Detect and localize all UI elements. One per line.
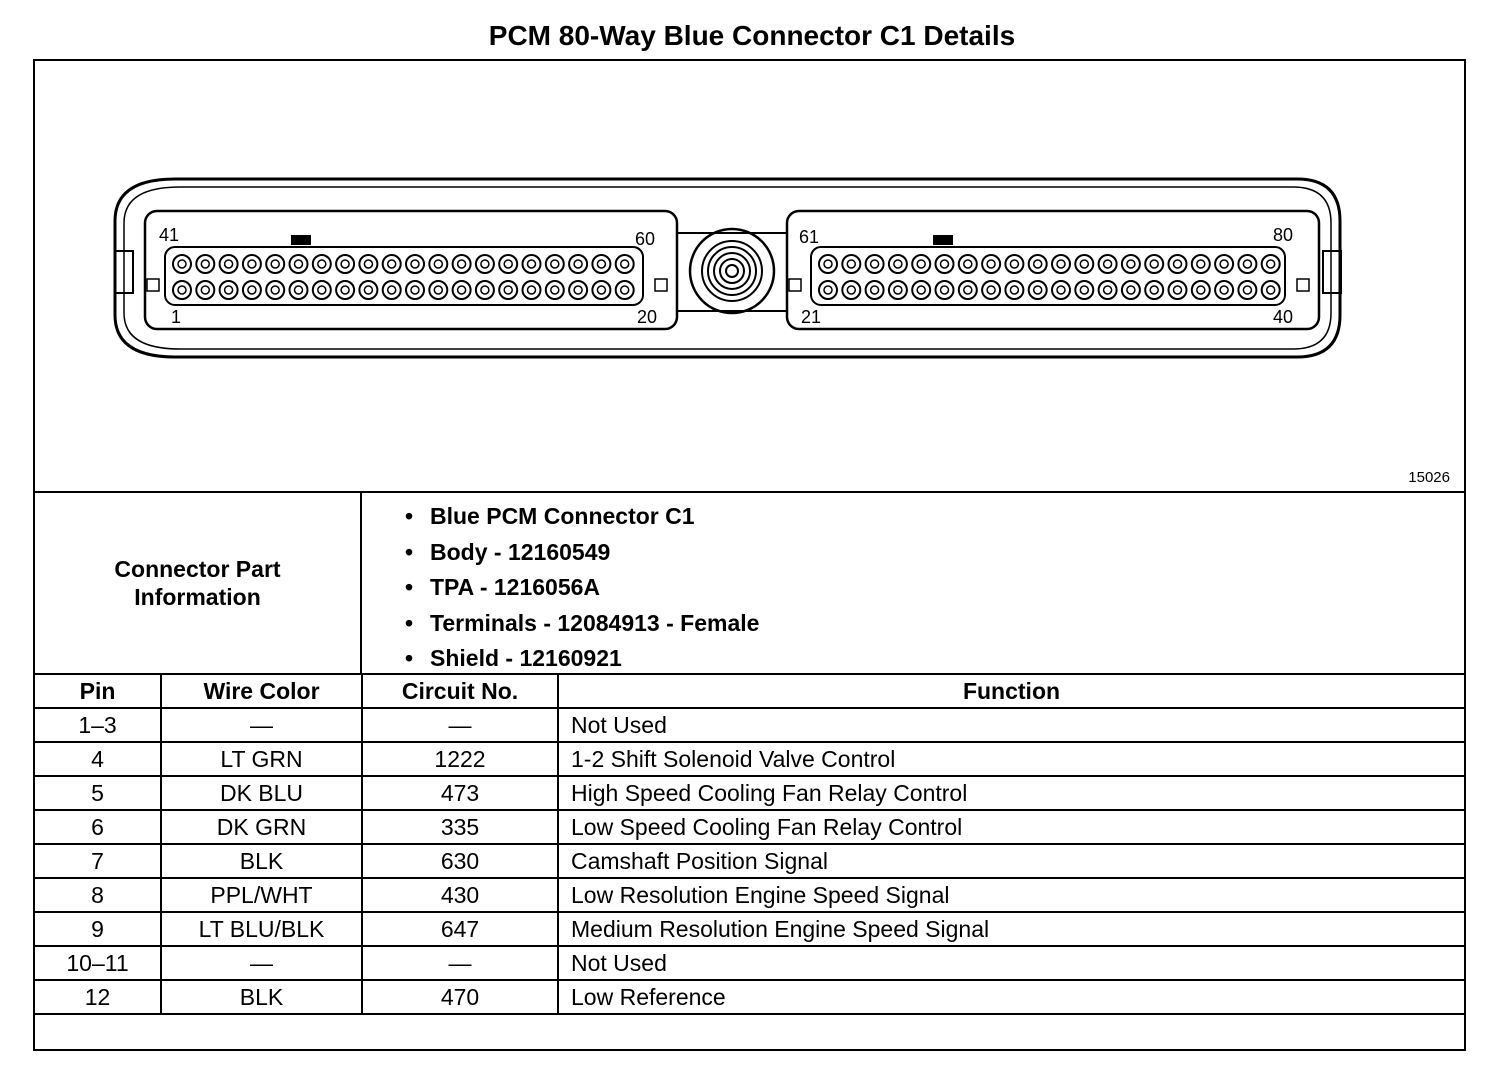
pin-hole-center	[987, 286, 995, 294]
pin-hole	[196, 255, 214, 273]
part-info-label: Connector Part Information	[35, 493, 362, 673]
circuit-no-cell: —	[362, 946, 558, 980]
pin-cell: 1–3	[34, 708, 161, 742]
pin-cell: 7	[34, 844, 161, 878]
pin-hole	[959, 255, 977, 273]
right-notch-2	[1297, 279, 1309, 291]
pin-hole-center	[917, 260, 925, 268]
pin-hole	[476, 255, 494, 273]
pin-hole-center	[1010, 260, 1018, 268]
pin-hole	[1005, 255, 1023, 273]
pin-cell: 4	[34, 742, 161, 776]
pin-hole-center	[528, 260, 536, 268]
pin-hole-center	[1034, 286, 1042, 294]
pin-hole-center	[1267, 286, 1275, 294]
connector-figure	[35, 61, 1464, 493]
function-cell: Low Reference	[558, 980, 1465, 1014]
pin-hole	[499, 281, 517, 299]
pin-label-80: 80	[1273, 225, 1294, 245]
table-row	[34, 980, 1465, 1014]
pin-hole-center	[458, 260, 466, 268]
pin-hole	[819, 255, 837, 273]
pin-hole	[1029, 281, 1047, 299]
pin-hole-center	[1197, 286, 1205, 294]
function-cell: High Speed Cooling Fan Relay Control	[558, 776, 1465, 810]
pin-hole	[866, 255, 884, 273]
pin-hole	[592, 255, 610, 273]
pin-cell: 5	[34, 776, 161, 810]
pin-hole	[523, 255, 541, 273]
pin-hole	[1215, 281, 1233, 299]
circuit-no-cell: —	[362, 708, 558, 742]
table-row	[34, 946, 1465, 980]
pin-hole	[243, 255, 261, 273]
pin-hole-center	[481, 260, 489, 268]
pin-hole	[1005, 281, 1023, 299]
pin-hole-center	[1127, 286, 1135, 294]
pin-label-1: 1	[171, 307, 182, 327]
pin-hole-center	[597, 286, 605, 294]
pin-hole	[476, 281, 494, 299]
pin-hole-center	[271, 260, 279, 268]
wire-color-cell: DK BLU	[161, 776, 362, 810]
pin-label-20: 20	[637, 307, 658, 327]
wire-color-cell: BLK	[161, 844, 362, 878]
pin-hole	[220, 255, 238, 273]
right-key-tab	[933, 235, 953, 245]
pin-hole-center	[1104, 286, 1112, 294]
pin-hole	[1099, 255, 1117, 273]
pin-hole	[1145, 281, 1163, 299]
part-info-item: • Shield - 12160921	[405, 641, 759, 677]
pin-hole-center	[434, 286, 442, 294]
pin-hole-center	[201, 260, 209, 268]
center-bolt-ring-1	[702, 241, 762, 301]
pin-hole	[453, 255, 471, 273]
pin-hole-center	[941, 260, 949, 268]
connector-diagram	[35, 61, 1464, 491]
left-notch	[147, 279, 159, 291]
pin-hole	[173, 281, 191, 299]
pin-hole-center	[1104, 260, 1112, 268]
pin-hole	[1099, 281, 1117, 299]
pin-hole	[196, 281, 214, 299]
pin-hole	[819, 281, 837, 299]
pin-label-21: 21	[801, 307, 822, 327]
connector-part-info	[35, 493, 1464, 675]
pin-hole-center	[894, 260, 902, 268]
part-info-item: • Blue PCM Connector C1	[405, 499, 759, 535]
pin-hole-center	[178, 286, 186, 294]
pin-hole-center	[1057, 286, 1065, 294]
pin-hole	[546, 255, 564, 273]
pin-hole	[1122, 281, 1140, 299]
pin-hole-center	[1057, 260, 1065, 268]
center-post	[677, 233, 787, 311]
pin-hole	[1029, 255, 1047, 273]
pin-hole-center	[388, 286, 396, 294]
pin-hole-center	[964, 286, 972, 294]
pin-hole-center	[551, 286, 559, 294]
pin-hole	[1075, 281, 1093, 299]
pin-hole-center	[1127, 260, 1135, 268]
pin-hole-center	[871, 260, 879, 268]
pin-hole	[1169, 255, 1187, 273]
pin-hole	[499, 255, 517, 273]
pin-hole	[1238, 281, 1256, 299]
pin-hole-center	[341, 260, 349, 268]
pin-hole-center	[295, 286, 303, 294]
pin-hole	[336, 255, 354, 273]
pin-hole	[546, 281, 564, 299]
left-pin-cavity	[145, 211, 677, 329]
pin-hole-center	[1034, 260, 1042, 268]
pin-hole	[1262, 281, 1280, 299]
pin-hole-center	[225, 260, 233, 268]
pin-hole	[313, 255, 331, 273]
table-row	[34, 810, 1465, 844]
pin-hole	[866, 281, 884, 299]
pin-hole-center	[621, 260, 629, 268]
pin-cell: 12	[34, 980, 161, 1014]
pin-hole-center	[621, 286, 629, 294]
function-cell: Low Speed Cooling Fan Relay Control	[558, 810, 1465, 844]
pin-hole	[1262, 255, 1280, 273]
pin-hole	[889, 281, 907, 299]
pin-hole-center	[987, 260, 995, 268]
circuit-no-cell: 470	[362, 980, 558, 1014]
wire-color-cell: PPL/WHT	[161, 878, 362, 912]
pin-hole-center	[504, 286, 512, 294]
pin-hole-center	[295, 260, 303, 268]
header-pin: Pin	[34, 674, 161, 708]
pin-hole-center	[248, 260, 256, 268]
pin-hole-center	[824, 260, 832, 268]
pin-hole-center	[941, 286, 949, 294]
pin-hole-center	[1197, 260, 1205, 268]
pin-hole	[313, 281, 331, 299]
pin-hole	[173, 255, 191, 273]
pin-hole	[429, 255, 447, 273]
pin-hole-center	[1080, 260, 1088, 268]
pin-hole	[336, 281, 354, 299]
pin-hole	[1075, 255, 1093, 273]
pin-hole	[959, 281, 977, 299]
pin-cell: 6	[34, 810, 161, 844]
pin-hole-center	[1010, 286, 1018, 294]
pin-hole	[1122, 255, 1140, 273]
function-cell: Camshaft Position Signal	[558, 844, 1465, 878]
pin-label-40: 40	[1273, 307, 1294, 327]
center-bolt-ring-5	[726, 265, 738, 277]
pin-hole	[1169, 281, 1187, 299]
pin-hole-center	[388, 260, 396, 268]
pin-hole-center	[824, 286, 832, 294]
pin-hole	[243, 281, 261, 299]
table-row	[34, 844, 1465, 878]
pin-hole	[616, 281, 634, 299]
pin-hole-center	[847, 260, 855, 268]
pin-hole-center	[1150, 286, 1158, 294]
part-info-list	[405, 499, 759, 677]
left-key-tab	[291, 235, 311, 245]
wire-color-cell: —	[161, 946, 362, 980]
pin-hole	[982, 281, 1000, 299]
pin-hole	[569, 255, 587, 273]
pin-hole-center	[318, 260, 326, 268]
pin-hole-center	[871, 286, 879, 294]
circuit-no-cell: 647	[362, 912, 558, 946]
pin-hole	[1052, 281, 1070, 299]
left-notch-2	[655, 279, 667, 291]
pin-hole-center	[411, 260, 419, 268]
pin-hole	[1145, 255, 1163, 273]
part-info-item: • Terminals - 12084913 - Female	[405, 606, 759, 642]
pin-hole-center	[434, 260, 442, 268]
table-row	[34, 708, 1465, 742]
pin-hole-center	[1243, 286, 1251, 294]
pin-hole	[383, 281, 401, 299]
pin-hole	[936, 281, 954, 299]
circuit-no-cell: 473	[362, 776, 558, 810]
pin-hole-center	[1267, 260, 1275, 268]
right-latch	[1323, 251, 1341, 293]
pin-hole-center	[1174, 286, 1182, 294]
pin-hole	[592, 281, 610, 299]
pin-hole	[842, 255, 860, 273]
function-cell: Low Resolution Engine Speed Signal	[558, 878, 1465, 912]
part-info-item: • TPA - 1216056A	[405, 570, 759, 606]
pin-hole-center	[1080, 286, 1088, 294]
pin-cell: 8	[34, 878, 161, 912]
pin-hole	[1192, 255, 1210, 273]
pin-hole	[1052, 255, 1070, 273]
pin-hole-center	[1150, 260, 1158, 268]
pin-hole-center	[574, 286, 582, 294]
pin-hole-center	[341, 286, 349, 294]
header-wire-color: Wire Color	[161, 674, 362, 708]
pin-cell: 10–11	[34, 946, 161, 980]
pin-hole	[523, 281, 541, 299]
pin-hole	[1215, 255, 1233, 273]
pin-hole	[1192, 281, 1210, 299]
pin-hole-center	[1243, 260, 1251, 268]
circuit-no-cell: 630	[362, 844, 558, 878]
pin-holes	[173, 255, 1280, 299]
pin-label-61: 61	[799, 227, 820, 247]
pin-hole-center	[964, 260, 972, 268]
pin-hole-center	[597, 260, 605, 268]
pin-hole	[406, 281, 424, 299]
pin-hole	[912, 255, 930, 273]
pin-hole	[359, 255, 377, 273]
pin-hole	[290, 255, 308, 273]
circuit-no-cell: 1222	[362, 742, 558, 776]
wire-color-cell: LT BLU/BLK	[161, 912, 362, 946]
circuit-no-cell: 430	[362, 878, 558, 912]
table-row	[34, 742, 1465, 776]
pin-hole	[936, 255, 954, 273]
page-title: PCM 80-Way Blue Connector C1 Details	[488, 20, 1016, 51]
pin-label-41: 41	[159, 225, 180, 245]
pin-hole	[889, 255, 907, 273]
header-circuit-no: Circuit No.	[362, 674, 558, 708]
circuit-no-cell: 335	[362, 810, 558, 844]
pin-hole-center	[271, 286, 279, 294]
pin-hole-center	[1220, 260, 1228, 268]
pin-hole-center	[528, 286, 536, 294]
table-row	[34, 878, 1465, 912]
pin-table-header	[34, 674, 1465, 708]
pin-hole-center	[458, 286, 466, 294]
center-bolt-ring-2	[708, 247, 756, 295]
pin-hole-center	[364, 260, 372, 268]
pin-table	[33, 673, 1466, 1015]
pin-hole	[220, 281, 238, 299]
pin-hole-center	[551, 260, 559, 268]
pin-hole-center	[364, 286, 372, 294]
pin-hole-center	[225, 286, 233, 294]
wire-color-cell: —	[161, 708, 362, 742]
pin-hole-center	[248, 286, 256, 294]
pin-hole-center	[917, 286, 925, 294]
header-function: Function	[558, 674, 1465, 708]
pin-hole-center	[201, 286, 209, 294]
pin-hole-center	[1174, 260, 1182, 268]
connector-details-frame	[33, 59, 1466, 1051]
function-cell: Medium Resolution Engine Speed Signal	[558, 912, 1465, 946]
table-row	[34, 912, 1465, 946]
pin-hole-center	[574, 260, 582, 268]
wire-color-cell: LT GRN	[161, 742, 362, 776]
figure-id: 15026	[1408, 469, 1450, 486]
pin-hole	[290, 281, 308, 299]
function-cell: Not Used	[558, 946, 1465, 980]
pin-hole	[266, 281, 284, 299]
pin-hole-center	[504, 260, 512, 268]
pin-hole	[1238, 255, 1256, 273]
wire-color-cell: BLK	[161, 980, 362, 1014]
pin-hole-center	[178, 260, 186, 268]
pin-hole-center	[411, 286, 419, 294]
pin-label-60: 60	[635, 229, 656, 249]
pin-hole	[616, 255, 634, 273]
pin-cell: 9	[34, 912, 161, 946]
table-row	[34, 776, 1465, 810]
pin-hole	[406, 255, 424, 273]
pin-hole	[429, 281, 447, 299]
pin-hole-center	[847, 286, 855, 294]
function-cell: Not Used	[558, 708, 1465, 742]
wire-color-cell: DK GRN	[161, 810, 362, 844]
function-cell: 1-2 Shift Solenoid Valve Control	[558, 742, 1465, 776]
pin-hole	[383, 255, 401, 273]
pin-hole	[912, 281, 930, 299]
pin-hole-center	[1220, 286, 1228, 294]
pin-hole	[266, 255, 284, 273]
pin-hole	[453, 281, 471, 299]
pin-hole	[569, 281, 587, 299]
pin-hole	[359, 281, 377, 299]
pin-hole-center	[318, 286, 326, 294]
pin-hole-center	[481, 286, 489, 294]
center-bolt-ring-4	[720, 259, 744, 283]
pin-hole-center	[894, 286, 902, 294]
pin-hole	[842, 281, 860, 299]
pin-hole	[982, 255, 1000, 273]
right-notch	[789, 279, 801, 291]
part-info-item: • Body - 12160549	[405, 535, 759, 571]
